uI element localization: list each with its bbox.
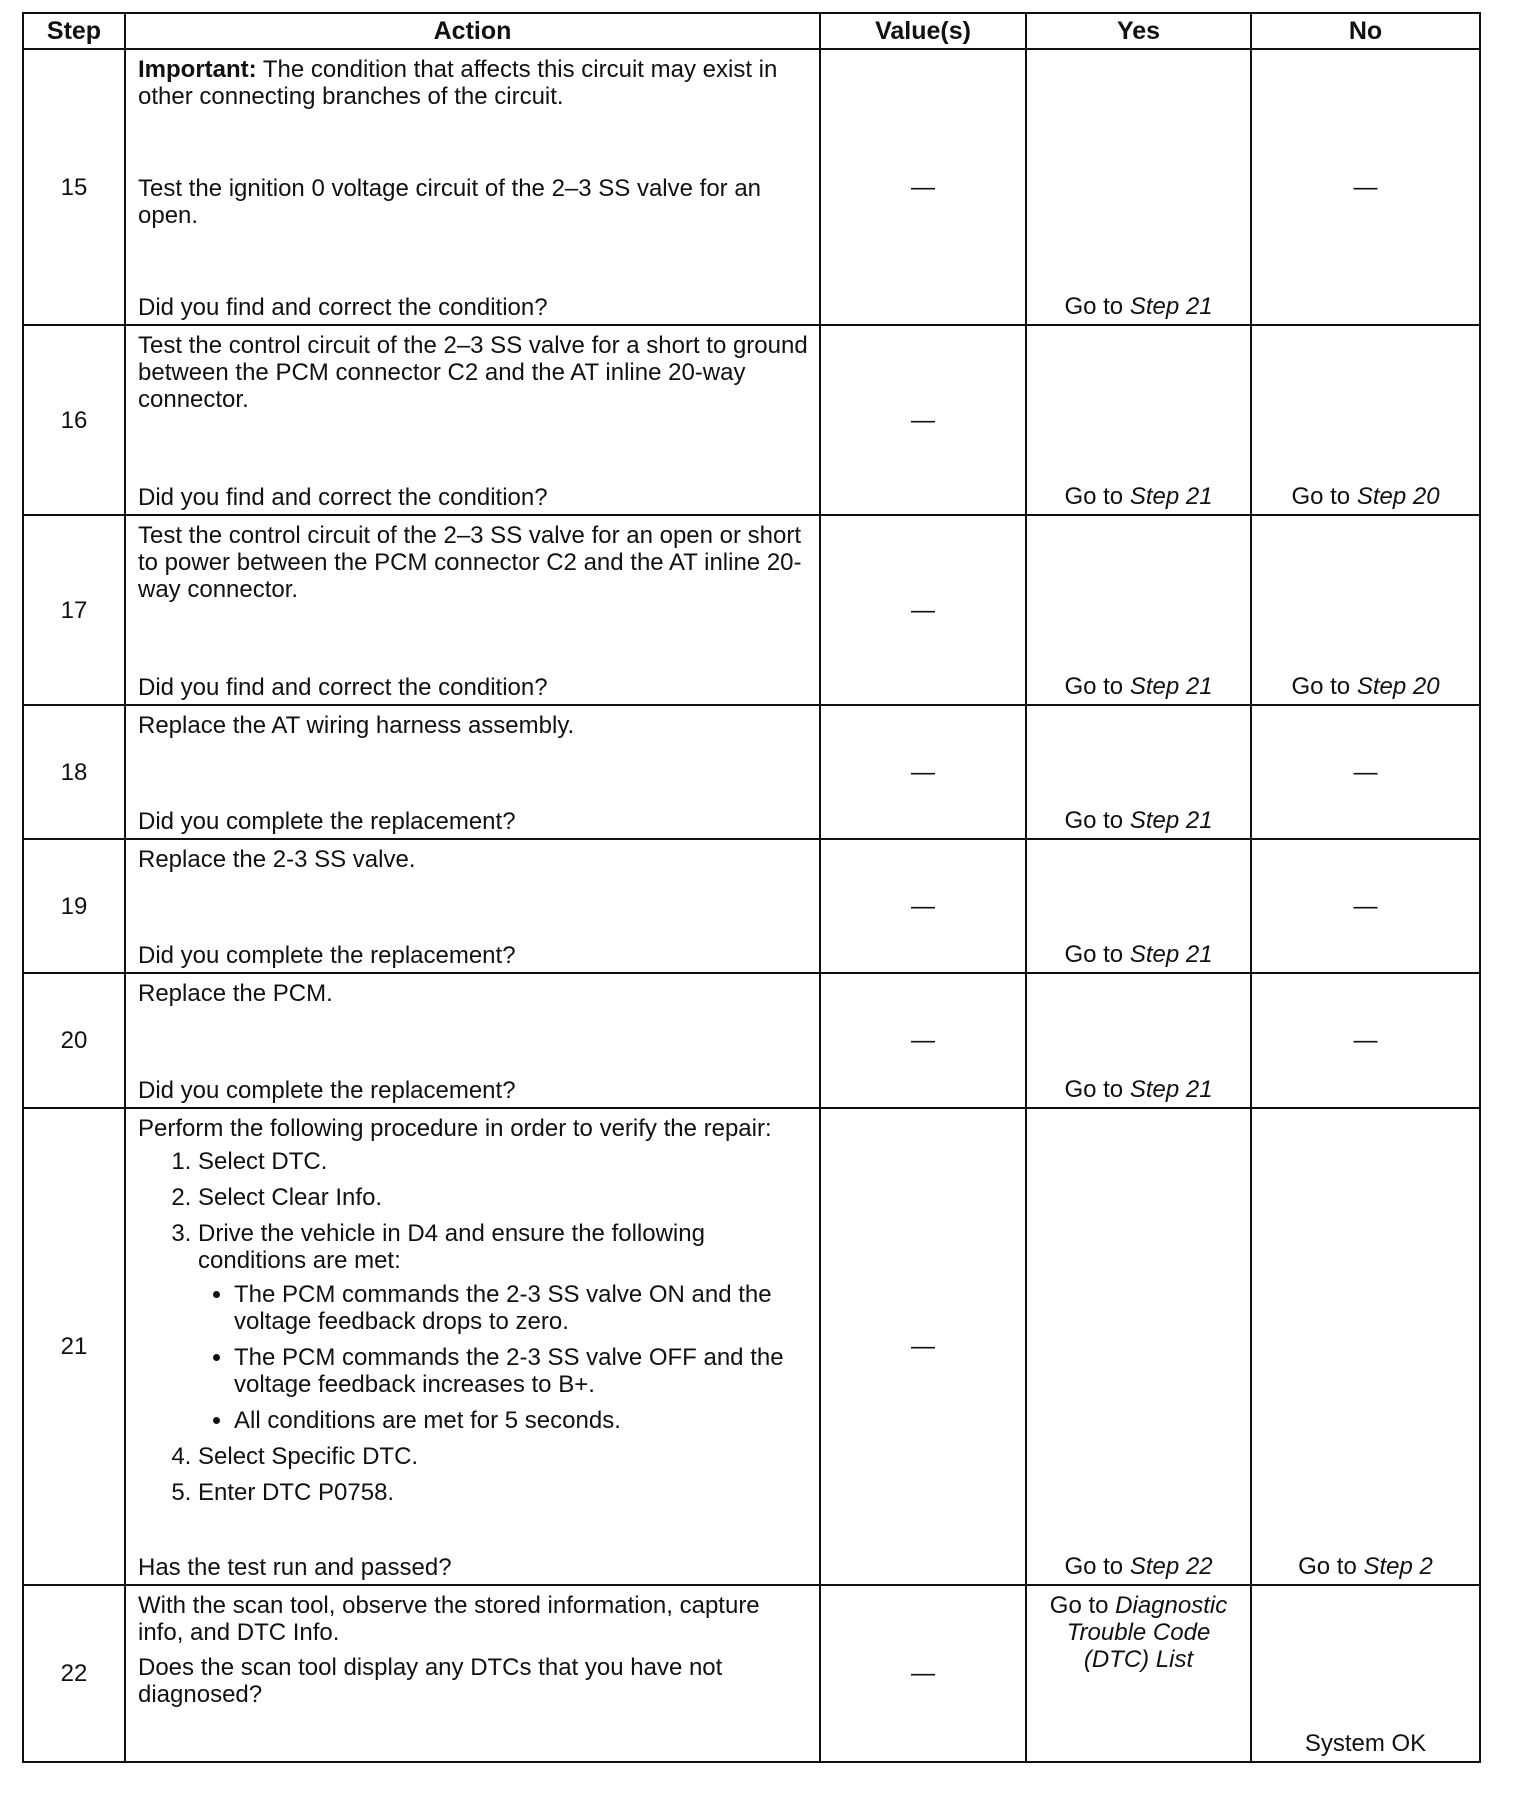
yes-cell <box>1026 49 1251 325</box>
go-to-text: Go to <box>1298 1553 1357 1580</box>
procedure-step: 2. Select Clear Info. <box>198 1184 809 1211</box>
step-number: 22 <box>23 1585 125 1762</box>
go-to-text: Go to <box>1049 1592 1109 1619</box>
value-cell: — <box>820 705 1026 839</box>
table-row-step-22 <box>23 1585 1480 1762</box>
procedure-list <box>138 1148 809 1506</box>
action-instruction: Replace the AT wiring harness assembly. <box>138 712 575 739</box>
condition-item: • All conditions are met for 5 seconds. <box>234 1407 809 1434</box>
yes-cell <box>1026 325 1251 515</box>
go-to-text: Go to <box>1064 941 1124 968</box>
diagnostic-table <box>22 12 1481 1763</box>
action-cell <box>125 515 820 705</box>
condition-item: • The PCM commands the 2-3 SS valve OFF and the voltage feedback increases to B+. <box>234 1344 809 1398</box>
step-number: 16 <box>23 325 125 515</box>
no-cell: — <box>1251 705 1480 839</box>
action-question: Did you find and correct the condition? <box>138 484 548 511</box>
step-number: 20 <box>23 973 125 1108</box>
value-cell: — <box>820 973 1026 1108</box>
action-cell <box>125 1585 820 1762</box>
important-label: Important: <box>138 56 257 83</box>
go-to-text: Go to <box>1291 483 1351 510</box>
no-target-link[interactable]: Step 20 <box>1356 673 1440 700</box>
procedure-step-text: Drive the vehicle in D4 and ensure the following conditions are met: <box>198 1220 705 1274</box>
yes-target-link[interactable]: Step 21 <box>1129 1076 1213 1103</box>
yes-cell <box>1026 1585 1251 1762</box>
important-text: The condition that affects this circuit may exist in other connecting branches of the circuit. <box>138 56 778 110</box>
yes-target-link[interactable]: Step 22 <box>1129 1553 1213 1580</box>
important-note <box>138 56 809 110</box>
value-cell: — <box>820 515 1026 705</box>
conditions-list <box>198 1281 809 1434</box>
yes-cell <box>1026 839 1251 973</box>
condition-item: • The PCM commands the 2-3 SS valve ON and the voltage feedback drops to zero. <box>234 1281 809 1335</box>
table-row-step-19 <box>23 839 1480 973</box>
go-to-text: Go to <box>1064 807 1124 834</box>
go-to-text: Go to <box>1064 483 1124 510</box>
yes-cell <box>1026 1108 1251 1585</box>
no-cell <box>1251 325 1480 515</box>
table-row-step-16 <box>23 325 1480 515</box>
yes-target-link[interactable]: Step 21 <box>1129 673 1213 700</box>
header-values: Value(s) <box>820 13 1026 49</box>
action-question: Did you find and correct the condition? <box>138 294 548 321</box>
action-cell <box>125 839 820 973</box>
no-cell: — <box>1251 973 1480 1108</box>
no-cell <box>1251 515 1480 705</box>
value-cell: — <box>820 49 1026 325</box>
yes-target-link[interactable]: Step 21 <box>1129 807 1213 834</box>
action-question: Did you complete the replacement? <box>138 808 516 835</box>
value-cell: — <box>820 1585 1026 1762</box>
action-question: Does the scan tool display any DTCs that you have not diagnosed? <box>138 1654 723 1708</box>
action-cell <box>125 49 820 325</box>
no-cell: — <box>1251 49 1480 325</box>
header-action: Action <box>125 13 820 49</box>
value-cell: — <box>820 839 1026 973</box>
action-cell <box>125 973 820 1108</box>
procedure-intro: Perform the following procedure in order to verify the repair: <box>138 1115 772 1142</box>
action-instruction: Test the control circuit of the 2–3 SS valve for a short to ground between the PCM connector C2 and the AT inline 20-way connector. <box>138 332 808 413</box>
go-to-text: Go to <box>1064 1553 1124 1580</box>
header-yes: Yes <box>1026 13 1251 49</box>
no-cell: System OK <box>1251 1585 1480 1762</box>
action-question: Did you complete the replacement? <box>138 942 516 969</box>
no-cell: — <box>1251 839 1480 973</box>
no-cell <box>1251 1108 1480 1585</box>
action-question: Did you complete the replacement? <box>138 1077 516 1104</box>
action-instruction: Test the control circuit of the 2–3 SS valve for an open or short to power between the PCM connector C2 and the AT inline 20-way connector. <box>138 522 802 603</box>
action-cell <box>125 705 820 839</box>
step-number: 17 <box>23 515 125 705</box>
step-number: 21 <box>23 1108 125 1585</box>
yes-target-link[interactable]: Diagnostic Trouble Code (DTC) List <box>1066 1592 1228 1673</box>
yes-target-link[interactable]: Step 21 <box>1129 293 1213 320</box>
action-instruction: Replace the PCM. <box>138 980 333 1007</box>
yes-cell <box>1026 515 1251 705</box>
action-instruction: Replace the 2-3 SS valve. <box>138 846 416 873</box>
value-cell: — <box>820 325 1026 515</box>
yes-cell <box>1026 705 1251 839</box>
procedure-step: 1. Select DTC. <box>198 1148 809 1175</box>
step-number: 18 <box>23 705 125 839</box>
action-cell <box>125 1108 820 1585</box>
action-question: Has the test run and passed? <box>138 1554 452 1581</box>
go-to-text: Go to <box>1064 293 1124 320</box>
procedure-block <box>138 1115 809 1515</box>
no-target-link[interactable]: Step 2 <box>1363 1553 1433 1580</box>
table-row-step-18 <box>23 705 1480 839</box>
table-row-step-21 <box>23 1108 1480 1585</box>
header-step: Step <box>23 13 125 49</box>
header-no: No <box>1251 13 1480 49</box>
go-to-text: Go to <box>1291 673 1351 700</box>
step-number: 19 <box>23 839 125 973</box>
action-cell <box>125 325 820 515</box>
go-to-text: Go to <box>1064 673 1124 700</box>
yes-target-link[interactable]: Step 21 <box>1129 483 1213 510</box>
action-instruction: Test the ignition 0 voltage circuit of the 2–3 SS valve for an open. <box>138 175 762 229</box>
table-row-step-15 <box>23 49 1480 325</box>
action-instruction: With the scan tool, observe the stored information, capture info, and DTC Info. <box>138 1592 760 1646</box>
table-row-step-20 <box>23 973 1480 1108</box>
yes-cell <box>1026 973 1251 1108</box>
yes-target-link[interactable]: Step 21 <box>1129 941 1213 968</box>
procedure-step: 5. Enter DTC P0758. <box>198 1479 809 1506</box>
go-to-text: Go to <box>1064 1076 1124 1103</box>
step-number: 15 <box>23 49 125 325</box>
procedure-step: 4. Select Specific DTC. <box>198 1443 809 1470</box>
no-target-link[interactable]: Step 20 <box>1356 483 1440 510</box>
value-cell: — <box>820 1108 1026 1585</box>
procedure-step <box>198 1220 809 1434</box>
header-row <box>23 13 1480 49</box>
action-question: Did you find and correct the condition? <box>138 674 548 701</box>
table-row-step-17 <box>23 515 1480 705</box>
